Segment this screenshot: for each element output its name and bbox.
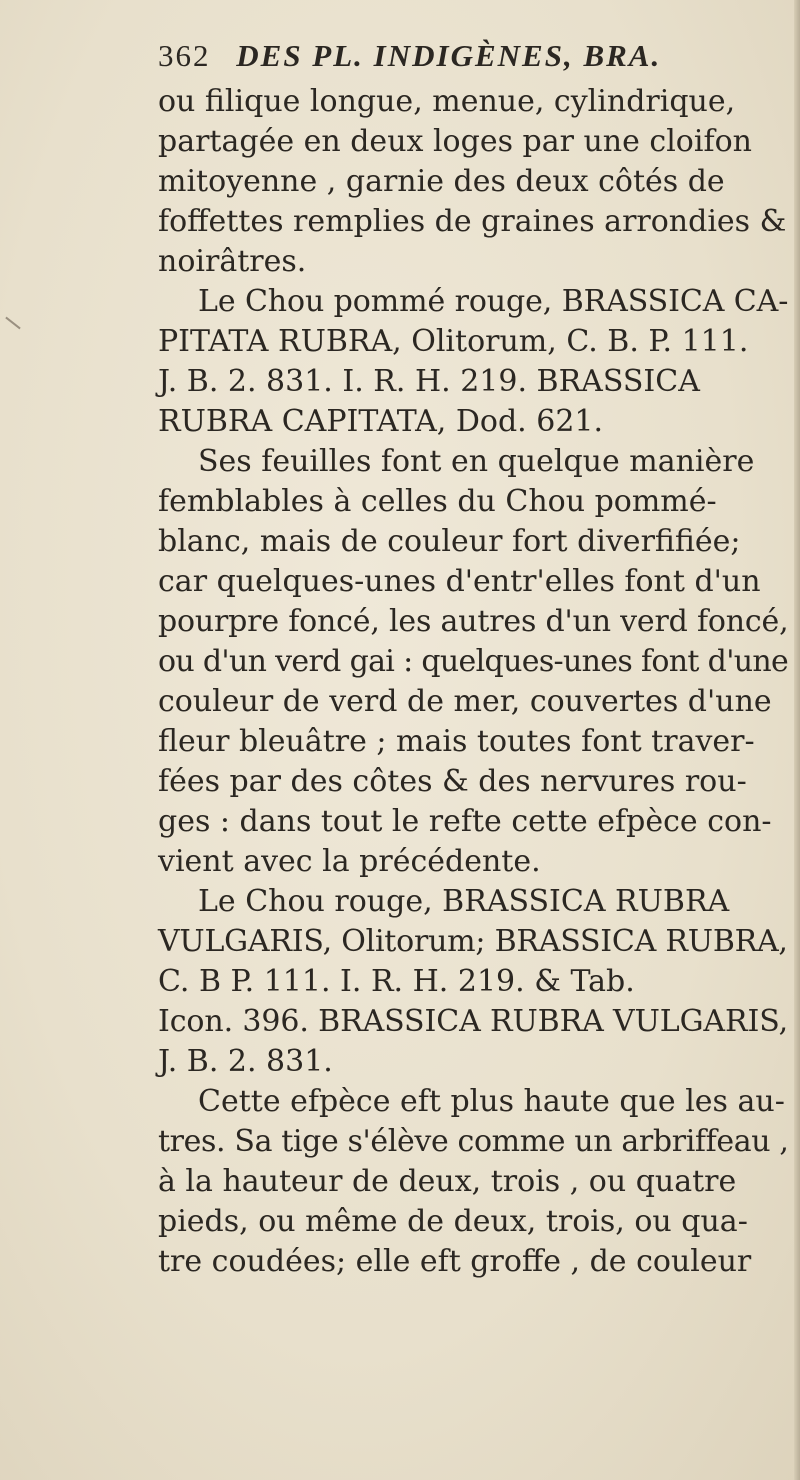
- text-line: couleur de verd de mer, couvertes d'une: [158, 684, 772, 719]
- text-line: ou filique longue, menue, cylindrique,: [158, 84, 736, 119]
- running-title: DES PL. INDIGÈNES, BRA.: [236, 38, 662, 73]
- text-line: noirâtres.: [158, 244, 307, 279]
- text-line: tre coudées; elle eft groffe , de couleur: [158, 1244, 752, 1279]
- text-line: C. B P. 111. I. R. H. 219. & Tab.: [158, 964, 635, 999]
- text-line: ou d'un verd gai : quelques-unes font d'une: [158, 644, 789, 679]
- text-line: fées par des côtes & des nervures rou-: [158, 764, 747, 799]
- text-line: J. B. 2. 831.: [158, 1044, 333, 1079]
- text-line: pieds, ou même de deux, trois, ou qua-: [158, 1204, 748, 1239]
- text-line: PITATA RUBRA, Olitorum, C. B. P. 111.: [158, 324, 749, 359]
- text-line: fleur bleuâtre ; mais toutes font traver-: [158, 724, 755, 759]
- page-edge: [794, 0, 800, 1480]
- text-line: Cette efpèce eft plus haute que les au-: [198, 1084, 785, 1119]
- text-line: blanc, mais de couleur fort diverfifiée;: [158, 524, 741, 559]
- page-number: 362: [158, 38, 211, 73]
- text-line: femblables à celles du Chou pommé-: [158, 484, 717, 519]
- paragraph-silique: [158, 82, 788, 282]
- text-line: VULGARIS, Olitorum; BRASSICA RUBRA,: [158, 924, 788, 959]
- entry-chou-rouge: [158, 882, 788, 1082]
- paragraph-tige: [158, 1082, 788, 1282]
- text-line: mitoyenne , garnie des deux côtés de: [158, 164, 725, 199]
- text-line: partagée en deux loges par une cloifon: [158, 124, 752, 159]
- text-line: J. B. 2. 831. I. R. H. 219. BRASSICA: [158, 364, 700, 399]
- text-line: foffettes remplies de graines arrondies &: [158, 204, 787, 239]
- text-line: à la hauteur de deux, trois , ou quatre: [158, 1164, 737, 1199]
- running-header: [158, 36, 788, 78]
- entry-chou-pomme-rouge: [158, 282, 788, 442]
- text-line: Le Chou pommé rouge, BRASSICA CA-: [198, 284, 789, 319]
- text-line: vient avec la précédente.: [158, 844, 541, 879]
- margin-mark: [5, 317, 20, 330]
- page-text: [158, 36, 788, 1282]
- text-line: car quelques-unes d'entr'elles font d'un: [158, 564, 761, 599]
- text-line: RUBRA CAPITATA, Dod. 621.: [158, 404, 604, 439]
- text-line: tres. Sa tige s'élève comme un arbriffeau ,: [158, 1124, 789, 1159]
- text-line: Icon. 396. BRASSICA RUBRA VULGARIS,: [158, 1004, 788, 1039]
- text-line: ges : dans tout le refte cette efpèce con-: [158, 804, 772, 839]
- text-line: Ses feuilles font en quelque manière: [198, 444, 755, 479]
- paragraph-feuilles: [158, 442, 788, 882]
- text-line: pourpre foncé, les autres d'un verd foncé,: [158, 604, 789, 639]
- text-line: Le Chou rouge, BRASSICA RUBRA: [198, 884, 730, 919]
